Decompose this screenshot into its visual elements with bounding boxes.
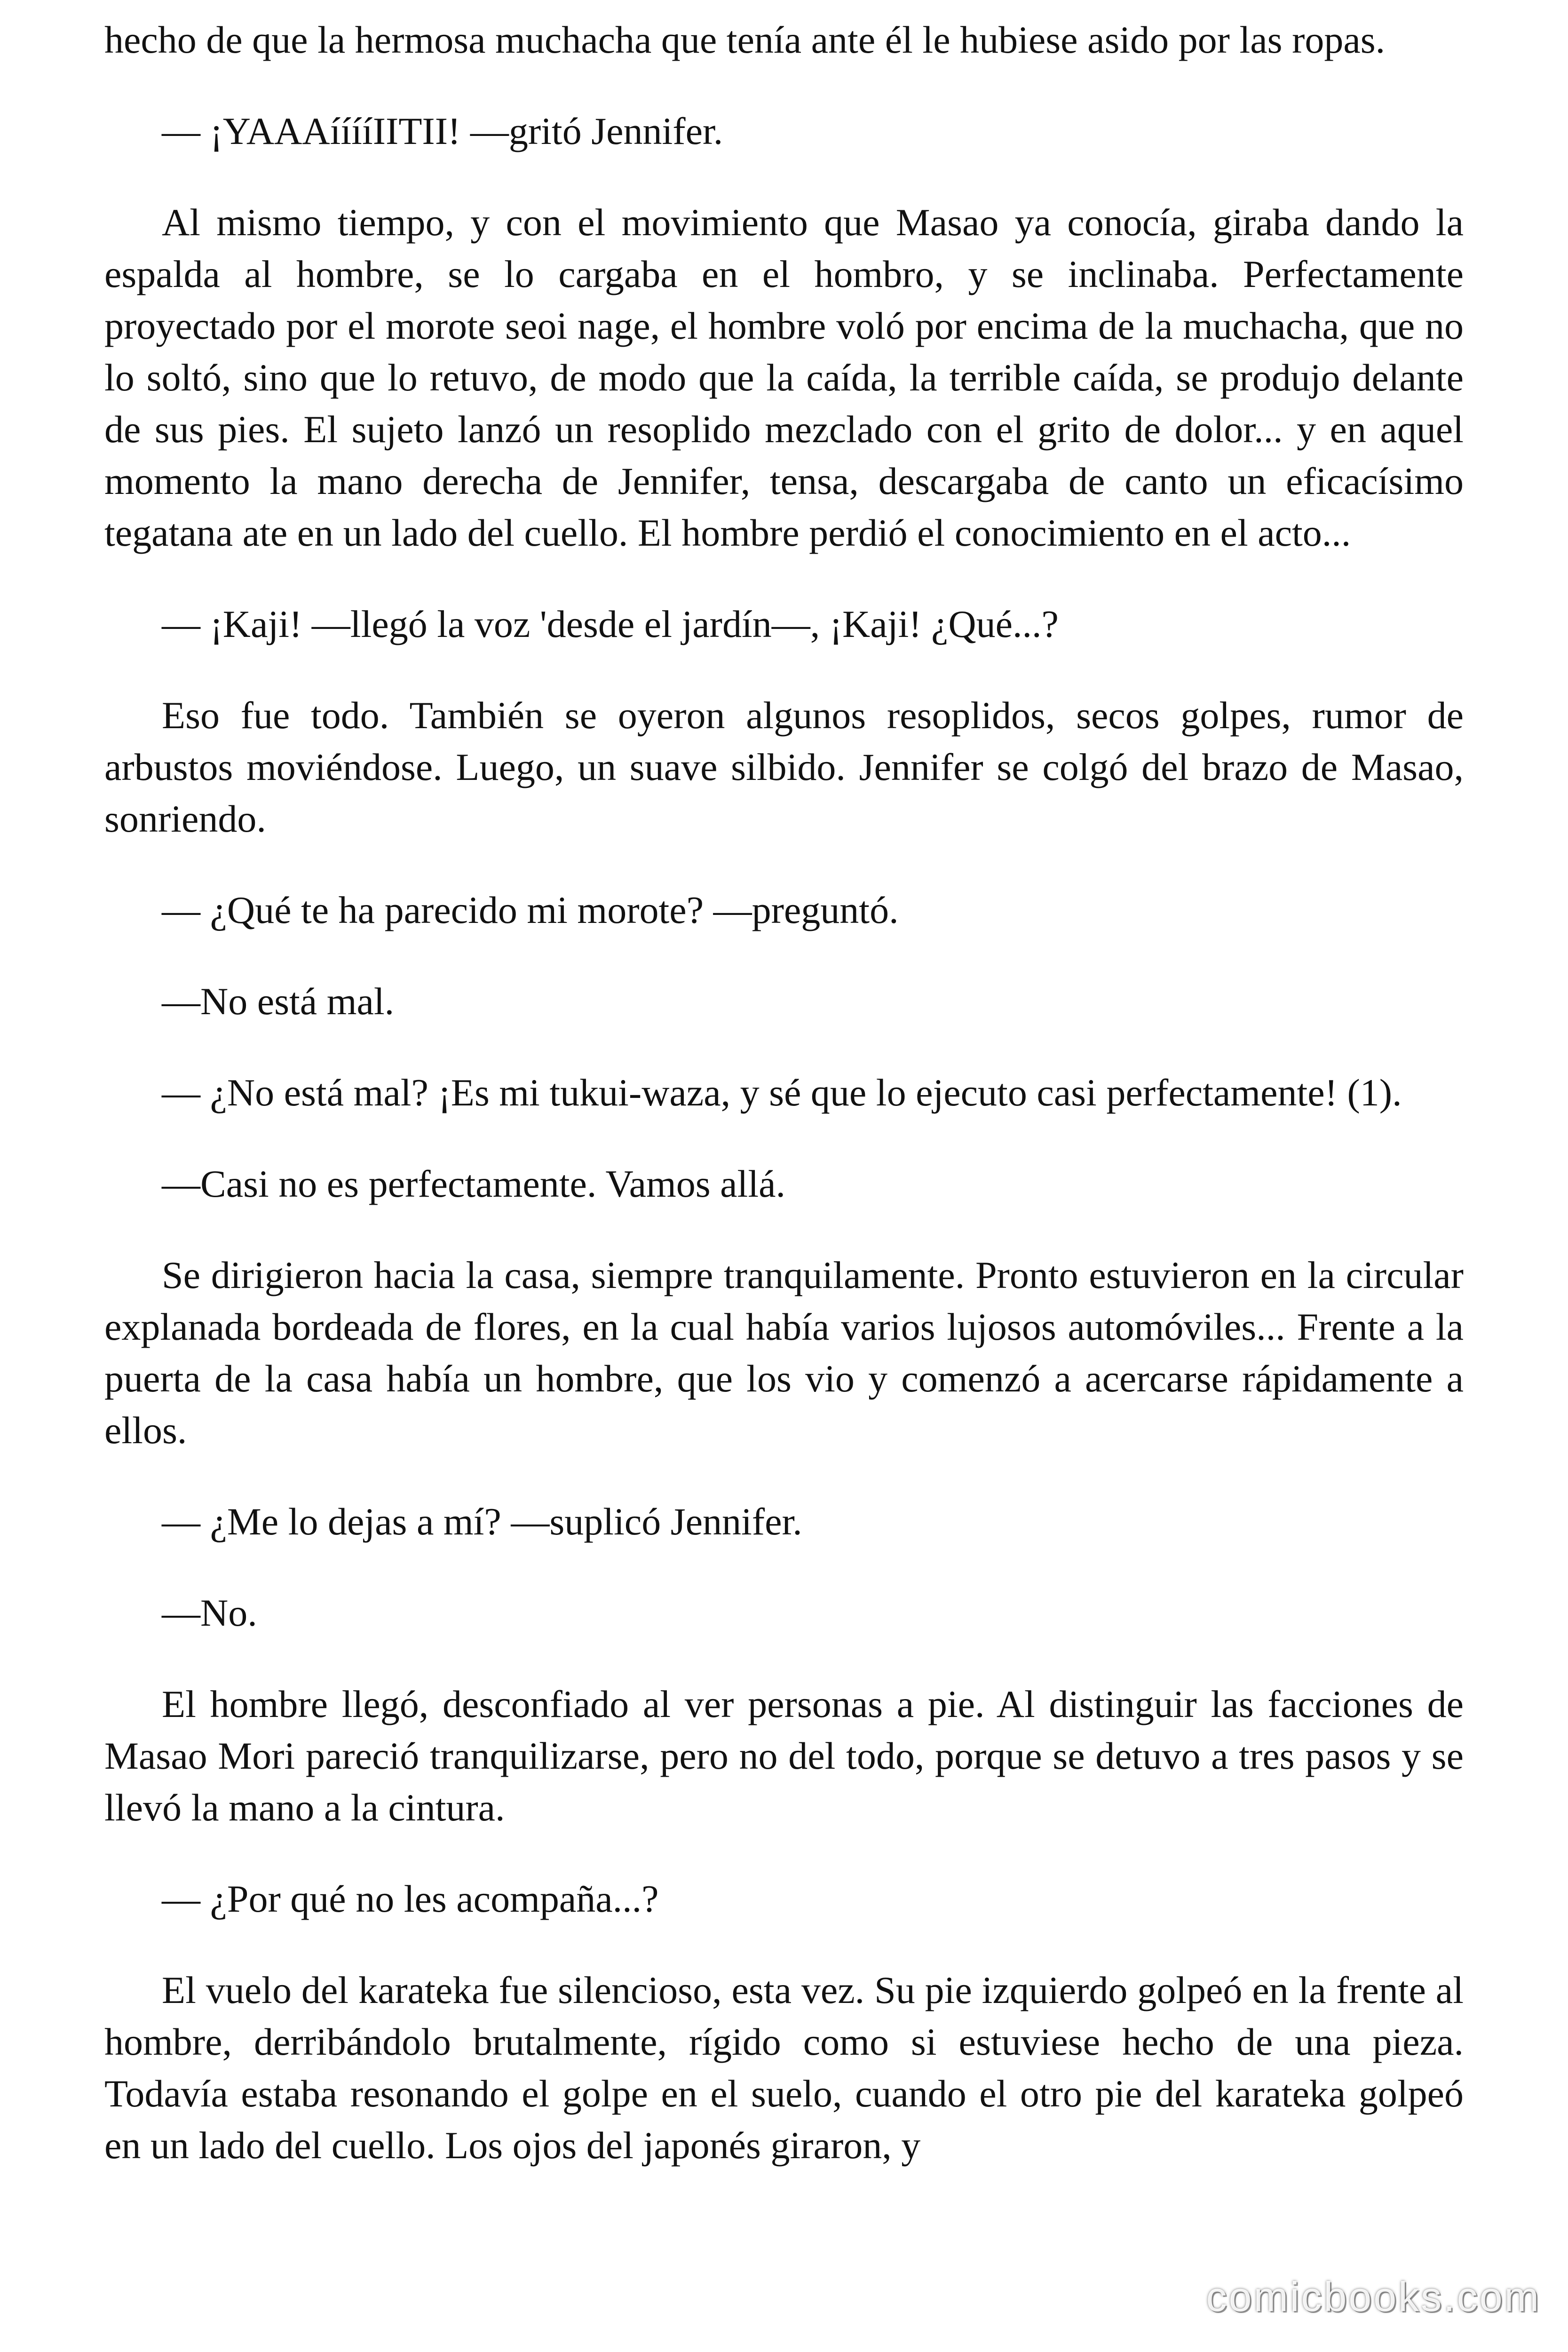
- paragraph-13: El hombre llegó, desconfiado al ver personas a pie. Al distinguir las facciones de Masao Mori pareció tranquilizarse, pero no del todo, porque se detuvo a tres pasos y se llevó la mano a la cintura.: [104, 1683, 1464, 1829]
- paragraph-14: — ¿Por qué no les acompaña...?: [162, 1877, 659, 1920]
- paragraph-4: — ¡Kaji! —llegó la voz 'desde el jardín—, ¡Kaji! ¿Qué...?: [162, 603, 1059, 645]
- paragraph-15: El vuelo del karateka fue silencioso, esta vez. Su pie izquierdo golpeó en la frente al hombre, derribándolo brutalmente, rígido como si estuviese hecho de una pieza. Todavía estaba resonando el golpe en el suelo, cuando el otro pie del karateka golpeó en un lado del cuello. Los ojos del japonés giraron, y: [104, 1969, 1464, 2167]
- paragraph-3: Al mismo tiempo, y con el movimiento que Masao ya conocía, giraba dando la espalda al hombre, se lo cargaba en el hombro, y se inclinaba. Perfectamente proyectado por el morote seoi nage, el hombre voló por encima de la muchacha, que no lo soltó, sino que lo retuvo, de modo que la caída, la terrible caída, se produjo delante de sus pies. El sujeto lanzó un resoplido mezclado con el grito de dolor... y en aquel momento la mano derecha de Jennifer, tensa, descargaba de canto un eficacísimo tegatana ate en un lado del cuello. El hombre perdió el conocimiento en el acto...: [104, 201, 1464, 554]
- paragraph-7: —No está mal.: [162, 980, 395, 1023]
- paragraph-12: —No.: [162, 1591, 257, 1634]
- paragraph-8: — ¿No está mal? ¡Es mi tukui-waza, y sé que lo ejecuto casi perfectamente! (1).: [162, 1071, 1402, 1114]
- paragraph-9: —Casi no es perfectamente. Vamos allá.: [162, 1162, 786, 1205]
- paragraph-10: Se dirigieron hacia la casa, siempre tranquilamente. Pronto estuvieron en la circular explanada bordeada de flores, en la cual había varios lujosos automóviles... Frente a la puerta de la casa había un hombre, que los vio y comenzó a acercarse rápidamente a ellos.: [104, 1254, 1464, 1452]
- paragraph-6: — ¿Qué te ha parecido mi morote? —preguntó.: [162, 889, 899, 931]
- paragraph-11: — ¿Me lo dejas a mí? —suplicó Jennifer.: [162, 1500, 802, 1543]
- paragraph-5: Eso fue todo. También se oyeron algunos resoplidos, secos golpes, rumor de arbustos moviéndose. Luego, un suave silbido. Jennifer se colgó del brazo de Masao, sonriendo.: [104, 694, 1464, 840]
- paragraph-1: hecho de que la hermosa muchacha que tenía ante él le hubiese asido por las ropas.: [104, 18, 1386, 61]
- document-page: [104, 14, 1464, 2171]
- paragraph-2: — ¡YAAAííííIITII! —gritó Jennifer.: [162, 110, 723, 152]
- watermark-logo: comicbooks.com: [1206, 2273, 1541, 2320]
